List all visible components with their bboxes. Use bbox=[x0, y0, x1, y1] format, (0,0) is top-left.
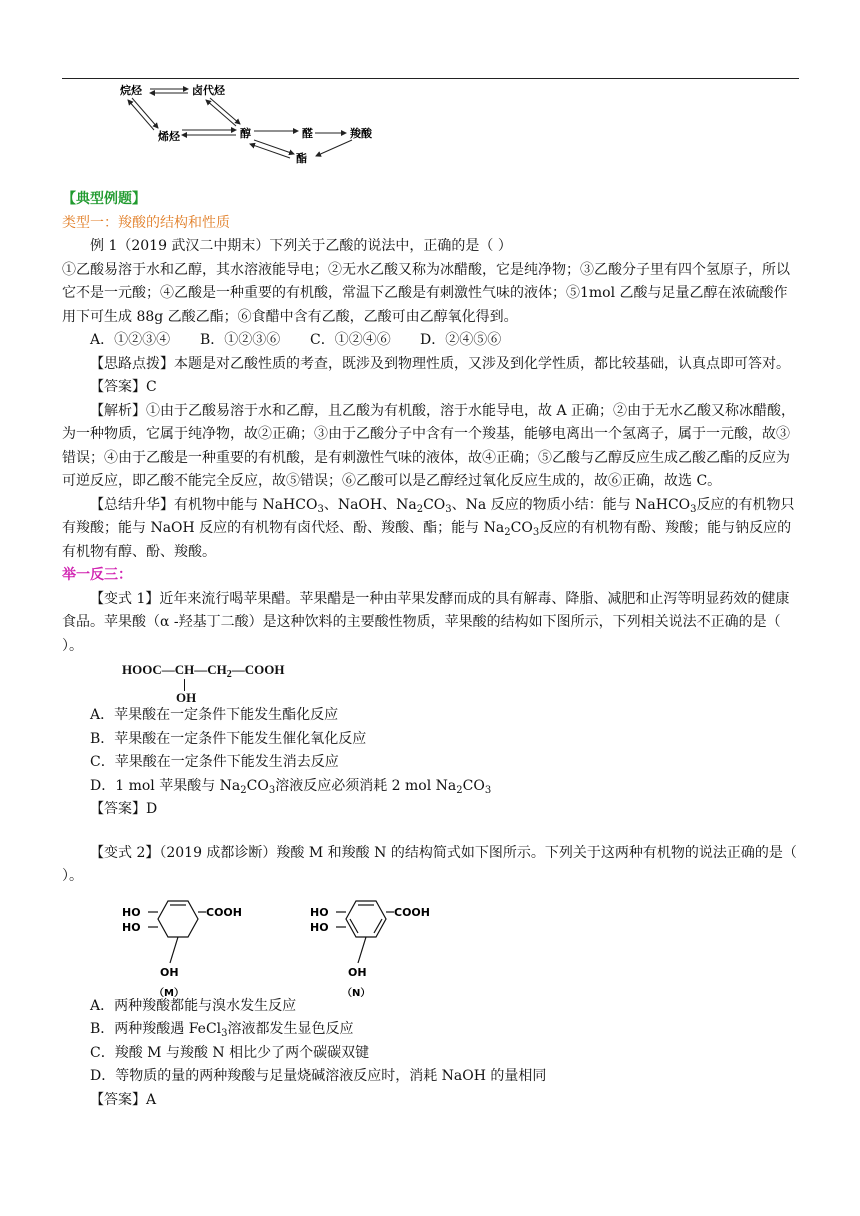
variant-1-answer: 【答案】D bbox=[90, 801, 158, 817]
variant-2-answer: 【答案】A bbox=[90, 1091, 157, 1108]
structures-m-n bbox=[62, 889, 799, 999]
node-aldehyde: 醛 bbox=[302, 127, 313, 140]
example-1-statements: ①乙酸易溶于水和乙醇，其水溶液能导电；②无水乙酸又称为冰醋酸，它是纯净物；③乙酸分子里有四个氢原子，所以它不是一元酸；④乙酸是一种重要的有机酸，常温下乙酸是有刺激性气味的液体；⑤1mol 乙酸与足量乙醇在浓硫酸作用下可生成 88g 乙酸乙酯；⑥食醋中含有乙酸，乙酸可由乙醇氧化得到。 bbox=[62, 261, 790, 325]
svg-text:HO: HO bbox=[310, 920, 329, 934]
option-b: B．①②③⑥ bbox=[200, 332, 281, 348]
node-alcohol: 醇 bbox=[240, 127, 251, 140]
variant-1-option-b: B．苹果酸在一定条件下能发生催化氧化反应 bbox=[90, 730, 367, 747]
svg-text:COOH: COOH bbox=[394, 905, 430, 919]
variant-2-option-a: A．两种羧酸都能与溴水发生反应 bbox=[90, 997, 297, 1014]
example-1-answer: 【答案】C bbox=[90, 379, 157, 395]
svg-text:HO: HO bbox=[122, 920, 141, 934]
structure-n bbox=[306, 893, 456, 999]
practice-heading: 举一反三： bbox=[62, 567, 132, 583]
conversion-diagram bbox=[120, 82, 420, 168]
variant-1-option-a: A．苹果酸在一定条件下能发生酯化反应 bbox=[90, 707, 339, 723]
svg-text:（N）: （N） bbox=[342, 987, 371, 999]
example-1-analysis: 【解析】①由于乙酸易溶于水和乙醇，且乙酸为有机酸，溶于水能导电，故 A 正确；②由于无水乙酸又称冰醋酸，为一种物质，它属于纯净物，故②正确；③由于乙酸分子中含有一个羧基，能够电离出一个氢离子，属于一元酸，故③错误；④由于乙酸是一种重要的有机酸，是有刺激性气味的液体，故④正确；⑤乙酸与乙醇反应生成乙酸乙酯的反应为可逆反应，即乙酸不能完全反应，故⑤错误；⑥乙酸可以是乙醇经过氧化反应生成的，故⑥正确，故选 C。 bbox=[62, 402, 796, 489]
malic-acid-structure: $HOOC—CH—CH_2—COOH$ OH bbox=[122, 662, 285, 705]
node-alkene: 烯烃 bbox=[158, 130, 180, 143]
node-alkane: 烷烃 bbox=[120, 84, 142, 97]
variant-1-option-d: D．1 mol 苹果酸与 $Na_2CO_3$溶液反应必须消耗 2 mol $Na_2CO_3$ bbox=[90, 777, 492, 796]
section-title: 【典型例题】 bbox=[62, 191, 146, 207]
svg-text:COOH: COOH bbox=[206, 905, 242, 919]
option-a: A．①②③④ bbox=[90, 332, 171, 348]
example-1-hint: 【思路点拨】本题是对乙酸性质的考查，既涉及到物理性质，又涉及到化学性质，都比较基础，认真点即可答对。 bbox=[90, 355, 790, 372]
example-1-options bbox=[62, 329, 799, 353]
option-d: D．②④⑤⑥ bbox=[420, 332, 502, 348]
type-heading: 类型一：羧酸的结构和性质 bbox=[62, 214, 230, 231]
svg-text:OH: OH bbox=[348, 965, 367, 979]
example-1-summary: 【总结升华】有机物中能与 NaHCO$_3$、NaOH、$Na_2CO_3$、Na 反应的物质小结：能与 NaHCO$_3$反应的有机物只有羧酸；能与 NaOH 反应的有机物有卤代烃、酚、羧酸、酯；能与 $Na_2CO_3$反应的有机物有酚、羧酸；能与钠反应的有机物有醇、酚、羧酸。 bbox=[62, 496, 795, 560]
variant-1-question: 【变式 1】近年来流行喝苹果醋。苹果醋是一种由苹果发酵而成的具有解毒、降脂、减肥和止泻等明显药效的健康食品。苹果酸（α -羟基丁二酸）是这种饮料的主要酸性物质，苹果酸的结构如下图所示，下列相关说法不正确的是（ ）。 bbox=[62, 590, 790, 654]
example-1-question: 例 1（2019 武汉二中期末）下列关于乙酸的说法中，正确的是（ ） bbox=[90, 238, 512, 254]
variant-2-option-c: C．羧酸 M 与羧酸 N 相比少了两个碳碳双键 bbox=[90, 1044, 370, 1061]
node-ester: 酯 bbox=[296, 152, 307, 165]
variant-2-option-b: B．两种羧酸遇 FeCl$_3$溶液都发生显色反应 bbox=[90, 1021, 354, 1039]
svg-text:OH: OH bbox=[160, 965, 179, 979]
structure-m bbox=[118, 893, 268, 999]
variant-2-option-d: D．等物质的量的两种羧酸与足量烧碱溶液反应时，消耗 NaOH 的量相同 bbox=[90, 1068, 547, 1084]
svg-text:（M）: （M） bbox=[154, 987, 184, 999]
node-haloalkane: 卤代烃 bbox=[192, 84, 225, 97]
option-c: C．①②④⑥ bbox=[310, 332, 391, 348]
content bbox=[62, 188, 799, 1112]
variant-2-question: 【变式 2】（2019 成都诊断）羧酸 M 和羧酸 N 的结构简式如下图所示。下列关于这两种有机物的说法正确的是（ ）。 bbox=[62, 844, 797, 884]
node-carboxylic-acid: 羧酸 bbox=[350, 127, 372, 140]
header-rule bbox=[62, 78, 799, 79]
svg-text:HO: HO bbox=[310, 905, 329, 919]
svg-text:HO: HO bbox=[122, 905, 141, 919]
variant-1-option-c: C．苹果酸在一定条件下能发生消去反应 bbox=[90, 754, 339, 770]
